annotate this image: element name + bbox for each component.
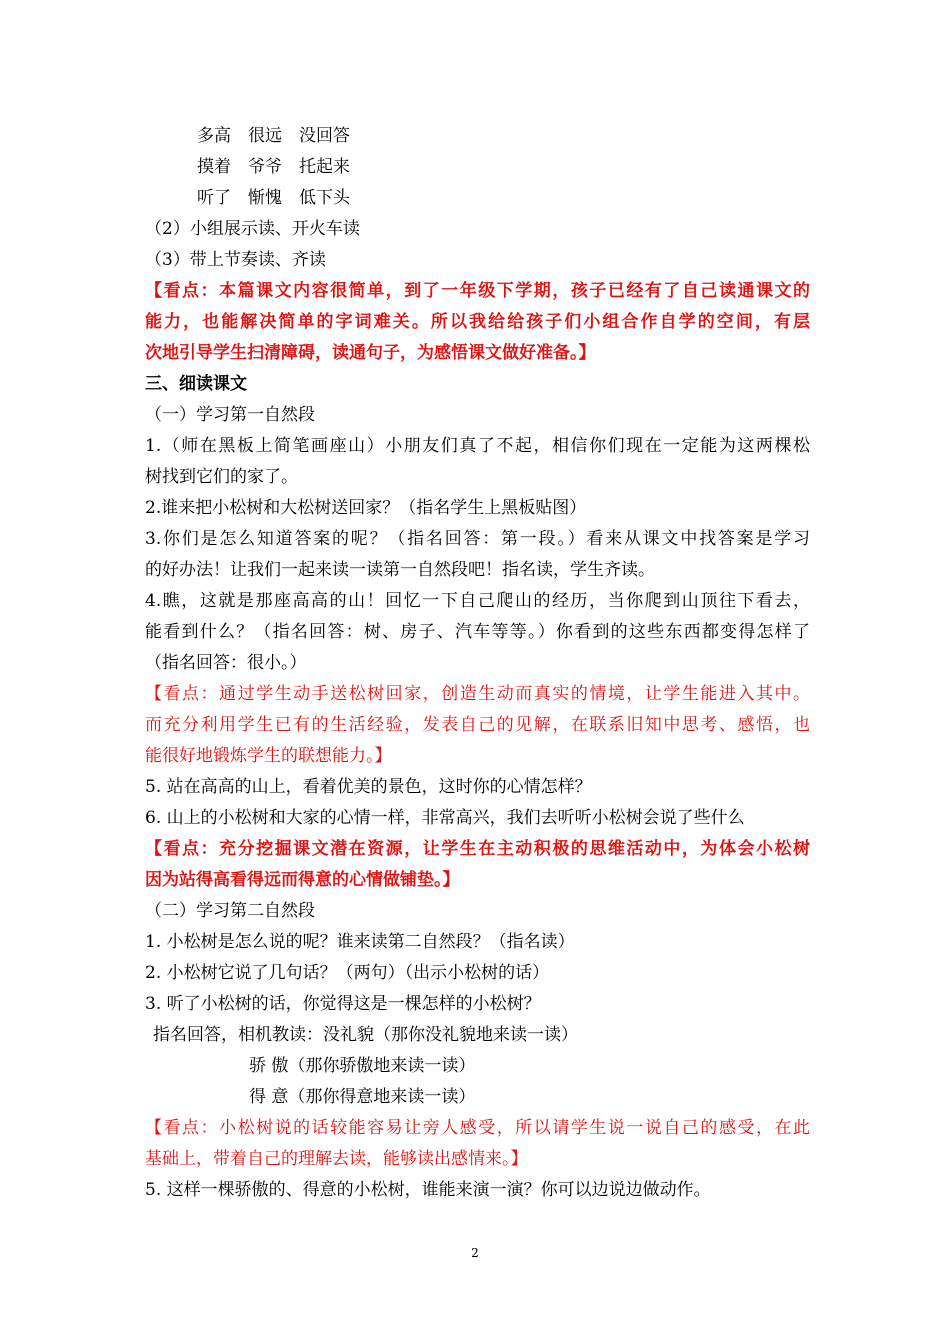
text-line: 3. 听了小松树的话，你觉得这是一棵怎样的小松树？ — [145, 994, 541, 1014]
text-line: （二）学习第二自然段 — [145, 901, 315, 921]
text-line: 摸着 爷爷 托起来 — [197, 157, 350, 177]
text-line: 1. 小松树是怎么说的呢？谁来读第二自然段？（指名读） — [145, 932, 575, 952]
text-line: 【看点：小松树说的话较能容易让旁人感受，所以请学生说一说自己的感受，在此 — [145, 1118, 810, 1138]
text-line: 5. 这样一棵骄傲的、得意的小松树，谁能来演一演？你可以边说边做动作。 — [145, 1180, 711, 1200]
text-line: 次地引导学生扫清障碍，读通句子，为感悟课文做好准备。】 — [145, 343, 596, 363]
text-line: 3.你们是怎么知道答案的呢？（指名回答：第一段。）看来从课文中找答案是学习 — [145, 529, 810, 549]
text-line: 多高 很远 没回答 — [197, 126, 350, 146]
text-line: 三、细读课文 — [145, 374, 247, 394]
text-line: （指名回答：很小。） — [145, 653, 307, 673]
text-line: 骄 傲（那你骄傲地来读一读） — [249, 1056, 476, 1076]
text-line: 而充分利用学生已有的生活经验，发表自己的见解，在联系旧知中思考、感悟，也 — [145, 715, 810, 735]
text-line: 4.瞧，这就是那座高高的山！回忆一下自己爬山的经历，当你爬到山顶往下看去， — [145, 591, 810, 611]
text-line: 基础上，带着自己的理解去读，能够读出感情来。】 — [145, 1149, 528, 1169]
text-line: 能力，也能解决简单的字词难关。所以我给给孩子们小组合作自学的空间，有层 — [145, 312, 810, 332]
text-line: 5. 站在高高的山上，看着优美的景色，这时你的心情怎样？ — [145, 777, 592, 797]
page-number: 2 — [471, 1246, 479, 1260]
text-line: 的好办法！让我们一起来读一读第一自然段吧！指名读，学生齐读。 — [145, 560, 655, 580]
text-line: （3）带上节奏读、齐读 — [145, 250, 326, 270]
text-line: （2）小组展示读、开火车读 — [145, 219, 360, 239]
text-line: 【看点：本篇课文内容很简单，到了一年级下学期，孩子已经有了自己读通课文的 — [145, 281, 810, 301]
text-line: 因为站得高看得远而得意的心情做铺垫。】 — [145, 870, 460, 890]
text-line: 2. 小松树它说了几句话？（两句）（出示小松树的话） — [145, 963, 550, 983]
text-line: 听了 惭愧 低下头 — [197, 188, 350, 208]
text-line: 得 意（那你得意地来读一读） — [249, 1087, 476, 1107]
text-line: 1.（师在黑板上简笔画座山）小朋友们真了不起，相信你们现在一定能为这两棵松 — [145, 436, 810, 456]
text-line: 2.谁来把小松树和大松树送回家？（指名学生上黑板贴图） — [145, 498, 587, 518]
text-line: 6. 山上的小松树和大家的心情一样，非常高兴，我们去听听小松树会说了些什么 — [145, 808, 745, 828]
text-line: 【看点：充分挖掘课文潜在资源，让学生在主动积极的思维活动中，为体会小松树 — [145, 839, 810, 859]
text-line: 能看到什么？（指名回答：树、房子、汽车等等。）你看到的这些东西都变得怎样了 — [145, 622, 810, 642]
text-line: 指名回答，相机教读：没礼貌（那你没礼貌地来读一读） — [153, 1025, 578, 1045]
text-line: 【看点：通过学生动手送松树回家，创造生动而真实的情境，让学生能进入其中。 — [145, 684, 810, 704]
text-line: 树找到它们的家了。 — [145, 467, 298, 487]
document-body — [145, 121, 810, 1206]
text-line: （一）学习第一自然段 — [145, 405, 315, 425]
text-line: 能很好地锻炼学生的联想能力。】 — [145, 746, 392, 766]
